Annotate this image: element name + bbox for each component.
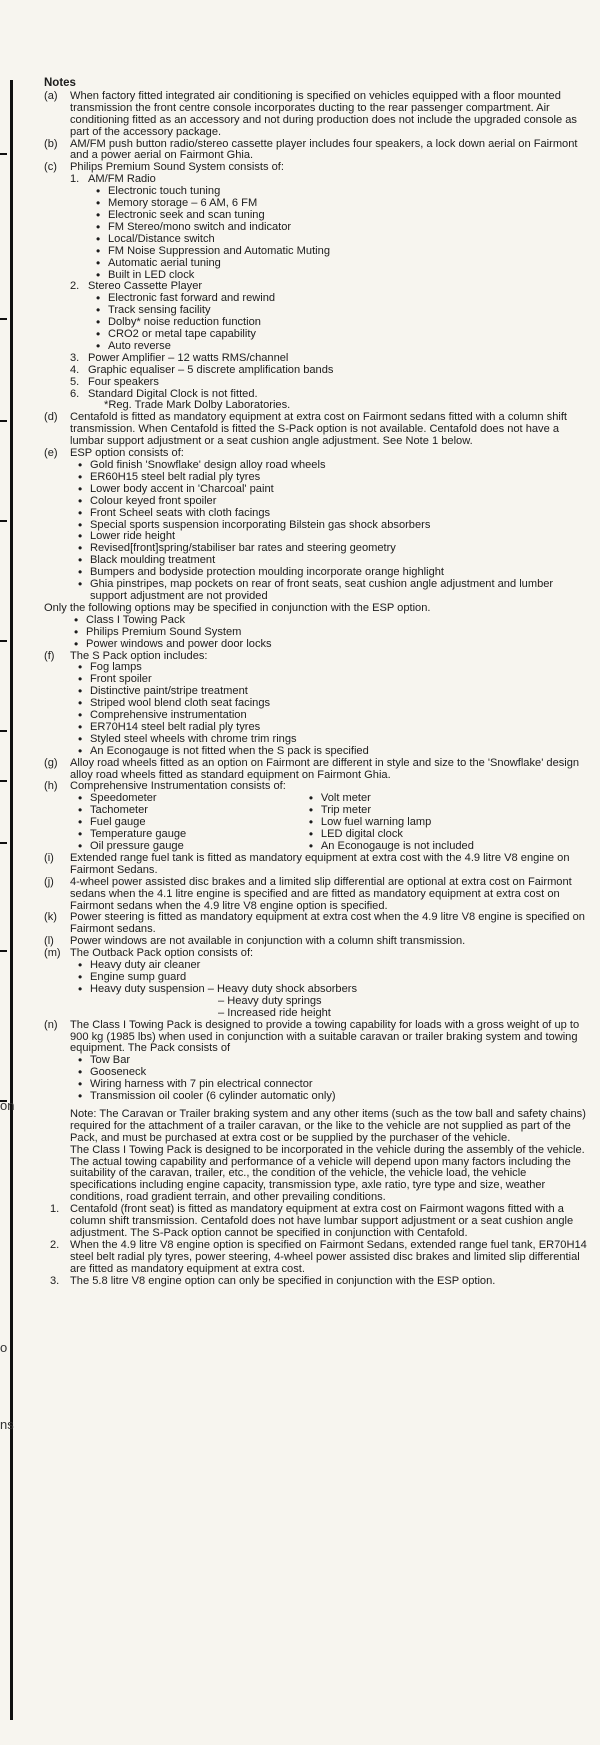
numbered-item: 4. Graphic equaliser – 5 discrete amplification bands (70, 363, 334, 376)
list-item: • LED digital clock (321, 829, 592, 841)
margin-tick (0, 153, 7, 155)
bullet-list (44, 615, 592, 651)
note-n (44, 1020, 592, 1205)
note-i (44, 853, 592, 877)
list-item: • Gold finish 'Snowflake' design alloy road wheels (90, 460, 592, 472)
suspension-detail: – Increased ride height (218, 1006, 331, 1019)
note-label: (l) (44, 935, 54, 948)
notes-content (44, 78, 592, 1288)
note-text: The Outback Pack option consists of: (70, 947, 254, 960)
list-item: • Track sensing facility (108, 305, 592, 317)
list-item: • Volt meter (321, 793, 592, 805)
footnote-text: The 5.8 litre V8 engine option can only be specified in conjunction with the ESP option. (70, 1274, 496, 1287)
list-item: • Fog lamps (90, 662, 592, 674)
note-text: The S Pack option includes: (70, 649, 208, 662)
note-text: Centafold is fitted as mandatory equipment at extra cost on Fairmont sedans fitted with a column shift transmission. When Centafold is fitted the S-Pack option is not available. Centafold does not have a lumbar support adjustment or a seat cushion angle adjustment. See Note 1 below. (70, 411, 568, 448)
list-item: • Fuel gauge (90, 817, 321, 829)
margin-tick (0, 420, 7, 422)
footnote-3: 3. The 5.8 litre V8 engine option can only be specified in conjunction with the ESP option. (44, 1276, 592, 1288)
footnote-2: 2. When the 4.9 litre V8 engine option is specified on Fairmont Sedans, extended range fuel tank, ER70H14 steel belt radial ply tyres, power steering, 4-wheel power assisted disc brakes and limited slip differential are fitted as mandatory equipment at extra cost. (44, 1240, 592, 1276)
list-item: • Comprehensive instrumentation (90, 710, 592, 722)
bullet-list (70, 460, 592, 603)
item-title: Stereo Cassette Player (88, 280, 203, 293)
margin-tick (0, 730, 7, 732)
note-m (44, 948, 592, 1019)
note-d (44, 412, 592, 448)
note-label: (j) (44, 875, 54, 888)
list-item: • Temperature gauge (90, 829, 321, 841)
note-text: Power steering is fitted as mandatory equipment at extra cost when the 4.9 litre V8 engine is specified on Fairmont sedans. (70, 911, 585, 936)
margin-tick (0, 842, 7, 844)
numbered-item: 2. Stereo Cassette Player • Electronic fast forward and rewind • Track sensing facility • Dolby* noise reduction function • CRO2 or metal tape capability • Auto reverse (70, 281, 592, 352)
list-item: • Electronic seek and scan tuning (108, 210, 592, 222)
list-item: • Lower body accent in 'Charcoal' paint (90, 484, 592, 496)
note-text: Power windows are not available in conjunction with a column shift transmission. (70, 935, 466, 948)
list-item: • Tachometer (90, 805, 321, 817)
numbered-item: 1. AM/FM Radio • Electronic touch tuning • Memory storage – 6 AM, 6 FM • Electronic seek and scan tuning • FM Stereo/mono switch and indicator • Local/Distance switch • FM Noise Suppression and Automatic Muting • Automatic aerial tuning • Built in LED clock (70, 174, 592, 281)
note-h (44, 781, 592, 852)
margin-tick (0, 950, 7, 952)
note-j (44, 877, 592, 913)
edge-fragment: ns (0, 1417, 14, 1432)
list-item: • Special sports suspension incorporating Bilstein gas shock absorbers (90, 520, 592, 532)
bullet-list (88, 293, 592, 353)
list-item: • Low fuel warning lamp (321, 817, 592, 829)
list-item: • ER70H14 steel belt radial ply tyres (90, 722, 592, 734)
margin-tick (0, 520, 7, 522)
footnote-text: When the 4.9 litre V8 engine option is specified on Fairmont Sedans, extended range fuel tank, ER70H14 steel belt radial ply tyres, power steering, 4-wheel power assisted disc brakes and limited slip differential are fitted as mandatory equipment at extra cost. (70, 1238, 587, 1275)
bullet-list (70, 960, 592, 996)
list-item: • Built in LED clock (108, 270, 592, 282)
list-item: • Front Scheel seats with cloth facings (90, 508, 592, 520)
list-item: • Wiring harness with 7 pin electrical connector (90, 1079, 592, 1091)
footnote-1: 1. Centafold (front seat) is fitted as mandatory equipment at extra cost on Fairmont wagons fitted with a column shift transmission. Centafold does not have lumbar support adjustment or a seat cushion angle adjustment. The S-Pack option cannot be specified in conjunction with Centafold. (44, 1204, 592, 1240)
list-item: • Lower ride height (90, 531, 592, 543)
note-label: (g) (44, 756, 58, 769)
note-g (44, 758, 592, 782)
list-item: • Heavy duty air cleaner (90, 960, 592, 972)
esp-options-intro: Only the following options may be specified in conjunction with the ESP option. (44, 601, 431, 614)
note-text: The Class I Towing Pack is designed to provide a towing capability for loads with a gross weight of up to 900 kg (1985 lbs) when used in conjunction with a suitable caravan or trailer braking system and towing equipment. The Pack consists of (70, 1018, 580, 1055)
bullet-list (88, 186, 592, 281)
list-item: • Tow Bar (90, 1055, 592, 1067)
note-label: (b) (44, 137, 58, 150)
list-item: • Black moulding treatment (90, 555, 592, 567)
list-item: • Front spoiler (90, 674, 592, 686)
list-item: • Speedometer (90, 793, 321, 805)
list-item: • Bumpers and bodyside protection moulding incorporate orange highlight (90, 567, 592, 579)
note-text: When factory fitted integrated air conditioning is specified on vehicles equipped with a floor mounted transmission the front centre console incorporates ducting to the rear passenger compartment. Air conditioning fitted as an accessory and not during production does not include the upgraded console as part of the accessory package. (70, 89, 577, 138)
list-item: • FM Noise Suppression and Automatic Muting (108, 246, 592, 258)
bullet-list (70, 1055, 592, 1103)
list-item: • Gooseneck (90, 1067, 592, 1079)
list-item: • Auto reverse (108, 341, 592, 353)
footnote-text: Centafold (front seat) is fitted as mandatory equipment at extra cost on Fairmont wagons fitted with a column shift transmission. Centafold does not have lumbar support adjustment or a seat cushion angle adjustment. The S-Pack option cannot be specified in conjunction with Centafold. (70, 1203, 574, 1239)
note-label: (c) (44, 161, 57, 174)
note-label: (f) (44, 649, 55, 662)
note-label: (a) (44, 89, 58, 102)
note-k (44, 912, 592, 936)
list-item: • Ghia pinstripes, map pockets on rear of front seats, seat cushion angle adjustment and lumber support adjustment are not provided (90, 579, 592, 603)
edge-fragment: on (0, 1098, 15, 1113)
list-item: • Revised[front]spring/stabiliser bar rates and steering geometry (90, 543, 592, 555)
list-item: • Styled steel wheels with chrome trim rings (90, 734, 592, 746)
numbered-item: 5. Four speakers (70, 375, 159, 388)
towing-note: The Class I Towing Pack is designed to be incorporated in the vehicle during the assembly of the vehicle. The actual towing capability and performance of a vehicle will depend upon many factors including the suitability of the caravan, trailer, etc., the condition of the vehicle, the vehicle load, the vehicle specifications including engine capacity, transmission type, axle ratio, tyre type and size, weather conditions, road gradient terrain, and other prevailing conditions. (70, 1143, 585, 1204)
list-item: • Automatic aerial tuning (108, 258, 592, 270)
margin-tick (0, 640, 7, 642)
numbered-item: 6. Standard Digital Clock is not fitted. (70, 387, 258, 400)
note-e (44, 448, 592, 603)
column-right (321, 793, 592, 853)
suspension-detail: – Heavy duty springs (218, 994, 322, 1007)
note-f (44, 651, 592, 758)
note-label: (h) (44, 780, 58, 793)
list-item: • FM Stereo/mono switch and indicator (108, 222, 592, 234)
list-item: • Distinctive paint/stripe treatment (90, 686, 592, 698)
margin-tick (0, 318, 7, 320)
bullet-list (70, 662, 592, 757)
list-item: • Heavy duty suspension – Heavy duty shock absorbers (90, 984, 592, 996)
list-item: • Electronic touch tuning (108, 186, 592, 198)
note-label: (d) (44, 411, 58, 424)
note-label: (n) (44, 1018, 58, 1031)
list-item: • Transmission oil cooler (6 cylinder automatic only) (90, 1091, 592, 1103)
list-item: • Class I Towing Pack (86, 615, 592, 627)
list-item: • Striped wool blend cloth seat facings (90, 698, 592, 710)
list-item: • Dolby* noise reduction function (108, 317, 592, 329)
note-c (44, 162, 592, 412)
edge-fragment: o (0, 1340, 8, 1355)
list-item: • Memory storage – 6 AM, 6 FM (108, 198, 592, 210)
list-item: • Oil pressure gauge (90, 841, 321, 853)
column-left (90, 793, 321, 853)
list-item: • Electronic fast forward and rewind (108, 293, 592, 305)
note-label: (i) (44, 851, 54, 864)
list-item: • Local/Distance switch (108, 234, 592, 246)
note-label: (e) (44, 447, 58, 460)
notes-heading: Notes (44, 77, 76, 89)
list-item: • Colour keyed front spoiler (90, 496, 592, 508)
list-item: • Engine sump guard (90, 972, 592, 984)
note-text: AM/FM push button radio/stereo cassette player includes four speakers, a lock down aerial on Fairmont and a power aerial on Fairmont Ghia. (70, 137, 578, 162)
note-text: ESP option consists of: (70, 447, 184, 460)
list-item: • An Econogauge is not fitted when the S pack is specified (90, 746, 592, 758)
note-text: Extended range fuel tank is fitted as mandatory equipment at extra cost with the 4.9 litre V8 engine on Fairmont Sedans. (70, 851, 570, 876)
note-a (44, 91, 592, 139)
list-item: • ER60H15 steel belt radial ply tyres (90, 472, 592, 484)
note-label: (m) (44, 947, 61, 960)
note-text: Alloy road wheels fitted as an option on Fairmont are different in style and size to the 'Snowflake' design alloy road wheels fitted as standard equipment on Fairmont Ghia. (70, 756, 580, 781)
list-item: • Philips Premium Sound System (86, 627, 592, 639)
trademark-footnote: *Reg. Trade Mark Dolby Laboratories. (104, 399, 291, 412)
left-margin-rule (10, 80, 13, 1720)
note-text: 4-wheel power assisted disc brakes and a limited slip differential are optional at extra cost on Fairmont sedans when the 4.1 litre engine is specified and are fitted as mandatory equipment at extra cost on Fairmont sedans when the 4.9 litre V8 engine option is specified. (70, 875, 572, 912)
list-item: • CRO2 or metal tape capability (108, 329, 592, 341)
list-item: • Power windows and power door locks (86, 639, 592, 651)
towing-note: Note: The Caravan or Trailer braking system and any other items (such as the tow ball and safety chains) required for the attachment of a trailer caravan, or the like to the vehicle are not supplied as part of the Pack, and must be purchased at extra cost or be supplied by the purchaser of the vehicle. (70, 1107, 586, 1144)
note-label: (k) (44, 911, 57, 924)
note-b (44, 139, 592, 163)
note-text: Philips Premium Sound System consists of: (70, 161, 284, 174)
numbered-item: 3. Power Amplifier – 12 watts RMS/channel (70, 351, 289, 364)
margin-tick (0, 780, 7, 782)
list-item: • An Econogauge is not included (321, 841, 592, 853)
instrument-columns (70, 793, 592, 853)
item-title: AM/FM Radio (88, 173, 156, 186)
note-text: Comprehensive Instrumentation consists of: (70, 780, 286, 793)
list-item: • Trip meter (321, 805, 592, 817)
